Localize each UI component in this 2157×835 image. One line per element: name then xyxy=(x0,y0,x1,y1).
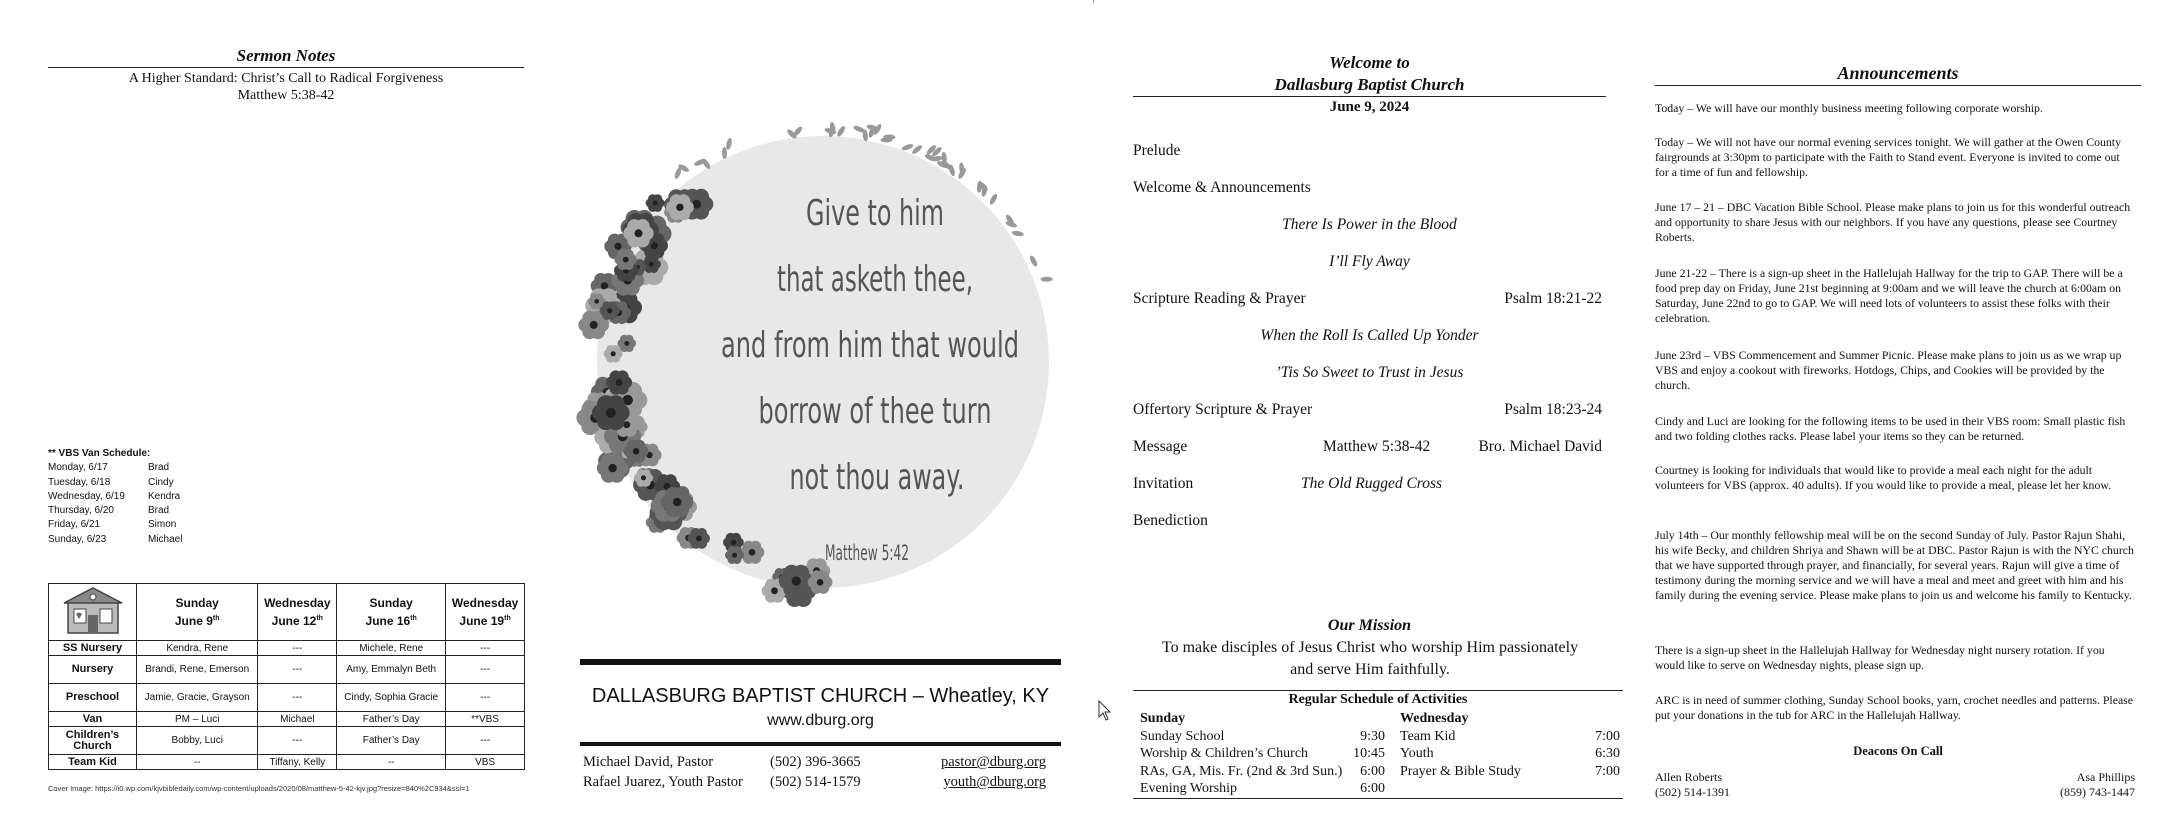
announcement-item: Today – We will have our monthly business meeting following corporate worship. xyxy=(1655,101,2043,115)
row-label: Preschool xyxy=(49,684,137,712)
van-row xyxy=(48,504,182,518)
flower-center xyxy=(641,475,646,480)
flower-center xyxy=(614,243,621,250)
schedule-row: Worship & Children’s Church 10:45 xyxy=(1140,746,1385,761)
flower-center xyxy=(792,577,801,586)
leaf xyxy=(836,125,847,138)
hymn-title: I’ll Fly Away xyxy=(1329,253,1410,270)
van-driver: Michael xyxy=(148,533,183,545)
staff-row xyxy=(583,774,1046,791)
flower-center xyxy=(731,540,736,545)
table-cell: Michael xyxy=(258,712,337,727)
flower-center xyxy=(608,464,616,472)
flower-center xyxy=(635,229,643,237)
speaker: Bro. Michael David xyxy=(1478,438,1602,455)
table-row xyxy=(49,755,525,770)
mission-text: To make disciples of Jesus Christ who worship Him passionately and serve Him faithfully. xyxy=(1161,639,1579,678)
scripture-ref: Psalm 18:21-22 xyxy=(1504,290,1602,307)
table-row xyxy=(49,712,525,727)
order-item: Prelude xyxy=(1133,142,1181,159)
message-passage: Matthew 5:38-42 xyxy=(1323,438,1431,455)
leaf xyxy=(722,147,727,159)
staff-name: Rafael Juarez, Youth Pastor xyxy=(583,774,743,790)
van-schedule-title: ** VBS Van Schedule: xyxy=(48,448,151,459)
announcement-item: June 17 – 21 – DBC Vacation Bible School. Please make plans to join us for this wonderful outreach and opportunity to share Jesus with our neighbors. If you have any questions, please see Courtney Roberts. xyxy=(1655,200,2131,244)
hymn-title: ’Tis So Sweet to Trust in Jesus xyxy=(1275,364,1464,381)
deacon-contact xyxy=(2040,770,2135,800)
schedule-title: Regular Schedule of Activities xyxy=(1288,692,1468,707)
church-website[interactable]: www.dburg.org xyxy=(767,712,874,729)
hymn-title: There Is Power in the Blood xyxy=(1282,216,1457,233)
leaf xyxy=(725,137,733,150)
cover-verse-image xyxy=(565,55,1045,595)
van-driver: Brad xyxy=(148,462,170,474)
church-heading: Dallasburg Baptist Church xyxy=(1133,75,1606,97)
van-schedule xyxy=(48,447,182,547)
table-cell: --- xyxy=(446,684,525,712)
sunday-heading: Sunday xyxy=(1140,711,1186,726)
divider-bar xyxy=(580,659,1061,665)
table-cell: --- xyxy=(258,656,337,684)
van-row xyxy=(48,533,182,547)
deacons-title: Deacons On Call xyxy=(1853,744,1943,758)
hymn-title: The Old Rugged Cross xyxy=(1301,475,1443,492)
van-day: Thursday, 6/20 xyxy=(48,505,114,517)
sermon-topic: A Higher Standard: Christ’s Call to Radical Forgiveness xyxy=(128,71,444,86)
sermon-notes-title: Sermon Notes xyxy=(48,46,524,68)
announcement-item: ARC is in need of summer clothing, Sunday School books, yarn, crochet needles and patterns. Please put your donations in the tub for ARC in the Hallelujah Hallway. xyxy=(1655,693,2134,722)
fold-mark xyxy=(1093,0,1094,3)
nursery-schedule-table xyxy=(48,583,525,770)
flower-center xyxy=(594,299,599,304)
announcement-item: Cindy and Luci are looking for the following items to be used in their VBS room: Small plastic fish and two folding clothes racks. Please label your items so they can be returned. xyxy=(1655,414,2126,443)
leaf xyxy=(792,125,804,137)
deacon-phone: (502) 514-1391 xyxy=(1655,785,1730,799)
staff-email-link[interactable]: pastor@dburg.org xyxy=(940,754,1046,770)
announcement-item: Today – We will not have our normal evening services tonight. We will gather at the Owen County fairgrounds at 3:30pm to participate with the Faith to Stand event. Everyone is invited to come out for a time of fun and fellowship. xyxy=(1655,135,2121,179)
nursery-col-2: Sunday June 16th xyxy=(337,584,446,641)
van-driver: Kendra xyxy=(148,490,181,502)
deacon-name: Asa Phillips xyxy=(2076,770,2135,784)
flower-center xyxy=(623,257,629,263)
table-cell: -- xyxy=(337,755,446,770)
flower-center xyxy=(771,587,778,594)
announcement-item: Courtney is looking for individuals that would like to provide a meal each night for the adult volunteers for VBS (approx. 40 adults). If you would like to provide a meal, please let her know. xyxy=(1655,463,2112,492)
table-row xyxy=(49,727,525,755)
verse-line: that asketh thee, xyxy=(777,259,973,300)
order-item: Offertory Scripture & Prayer Psalm 18:23-24 xyxy=(1133,401,1602,418)
nursery-logo-icon xyxy=(62,585,124,635)
flower-center xyxy=(749,549,756,556)
mouse-cursor-icon xyxy=(1098,700,1112,722)
van-row xyxy=(48,518,182,532)
table-cell: Bobby, Luci xyxy=(137,727,258,755)
verse-line: and from him that would xyxy=(721,325,1019,366)
flower-center xyxy=(607,308,612,313)
table-row xyxy=(49,684,525,712)
table-cell: --- xyxy=(446,641,525,656)
table-cell: Tiffany, Kelly xyxy=(258,755,337,770)
flower-center xyxy=(817,579,824,586)
announcement-item: June 23rd – VBS Commencement and Summer Picnic. Please make plans to join us as we wrap up VBS and enjoy a cookout with fireworks. Hotdogs, Chips, and Cookies will be provided by the church. xyxy=(1655,348,2122,392)
order-item: Welcome & Announcements xyxy=(1133,179,1311,196)
table-cell: Father’s Day xyxy=(337,712,446,727)
schedule-row: Sunday School 9:30 xyxy=(1140,728,1385,744)
leaf xyxy=(901,143,914,152)
divider xyxy=(1133,690,1623,691)
divider-bar xyxy=(580,742,1061,746)
announcement-item: July 14th – Our monthly fellowship meal will be on the second Sunday of July. Pastor Rajun Shahi, his wife Becky, and children Shriya and Shawn will be at DBC. Pastor Rajun is with the NYC church that we have supported through prayer, and financially, for several years. Rajun will give a time of testimony during the morning service and we will have a meal and meet and greet with him and his family during the evening service. Please make plans to join us and welcome his family to Kentucky. xyxy=(1655,528,2134,602)
table-cell: --- xyxy=(258,684,337,712)
table-cell: PM – Luci xyxy=(137,712,258,727)
verse-line: borrow of thee turn xyxy=(758,391,992,432)
verse-line: Give to him xyxy=(806,193,944,234)
deacon-phone: (859) 743-1447 xyxy=(2060,785,2135,799)
divider xyxy=(1133,798,1623,799)
table-cell: --- xyxy=(446,656,525,684)
sunday-schedule xyxy=(1140,710,1385,798)
table-cell: Father’s Day xyxy=(337,727,446,755)
table-cell: --- xyxy=(258,727,337,755)
announcement-item: June 21-22 – There is a sign-up sheet in the Hallelujah Hallway for the trip to GAP. There will be a food prep day on Friday, June 21st beginning at 9:00am and we will leave the church at 6:00am on Saturday, June 22nd to go to GAP. We will need lots of volunteers to assist these folks with their celebration. xyxy=(1655,266,2123,325)
flower-center xyxy=(673,498,682,507)
table-header-row xyxy=(49,584,525,641)
nursery-col-0: Sunday June 9th xyxy=(137,584,258,641)
wednesday-schedule xyxy=(1400,710,1620,780)
welcome-heading: Welcome to xyxy=(1329,53,1410,72)
table-row xyxy=(49,656,525,684)
row-label: Van xyxy=(49,712,137,727)
flower-center xyxy=(732,553,737,558)
scripture-ref: Psalm 18:23-24 xyxy=(1504,401,1602,418)
table-cell: Cindy, Sophia Gracie xyxy=(337,684,446,712)
staff-phone: (502) 396-3665 xyxy=(770,754,861,770)
hymn-title: When the Roll Is Called Up Yonder xyxy=(1260,327,1479,344)
deacon-contact xyxy=(1655,770,1730,800)
nursery-logo-cell xyxy=(49,584,137,641)
order-item: Invitation The Old Rugged Cross xyxy=(1133,475,1443,492)
table-cell: Amy, Emmalyn Beth xyxy=(337,656,446,684)
flower-center xyxy=(616,379,623,386)
staff-phone: (502) 514-1579 xyxy=(770,774,861,790)
van-driver: Simon xyxy=(148,519,177,531)
sermon-subtitle xyxy=(48,70,524,104)
verse-line: not thou away. xyxy=(789,457,965,498)
van-day: Monday, 6/17 xyxy=(48,462,108,474)
van-driver: Cindy xyxy=(148,476,174,488)
van-day: Sunday, 6/23 xyxy=(48,533,107,545)
schedule-row: Youth 6:30 xyxy=(1400,746,1620,761)
van-row xyxy=(48,461,182,475)
table-cell: Michele, Rene xyxy=(337,641,446,656)
van-day: Tuesday, 6/18 xyxy=(48,476,111,488)
flower-center xyxy=(649,262,654,267)
van-day: Wednesday, 6/19 xyxy=(48,490,125,502)
row-label: Team Kid xyxy=(49,755,137,770)
order-item: Scripture Reading & Prayer Psalm 18:21-22 xyxy=(1133,290,1602,307)
wednesday-heading: Wednesday xyxy=(1400,711,1469,726)
flower-center xyxy=(696,536,702,542)
flower-center xyxy=(676,204,683,211)
order-item: Benediction xyxy=(1133,512,1208,529)
announcement-item: There is a sign-up sheet in the Hallelujah Hallway for Wednesday night nursery rotation. If you would like to serve on Wednesday nights, please sign up. xyxy=(1655,643,2105,672)
table-cell: **VBS xyxy=(446,712,525,727)
table-cell: Jamie, Gracie, Grayson xyxy=(137,684,258,712)
deacon-name: Allen Roberts xyxy=(1655,770,1722,784)
leaf xyxy=(1029,255,1039,268)
row-label: Children’s Church xyxy=(49,727,137,755)
leaf xyxy=(1041,277,1053,282)
schedule-row: RAs, GA, Mis. Fr. (2nd & 3rd Sun.) 6:00 xyxy=(1140,763,1385,779)
table-cell: --- xyxy=(446,727,525,755)
flower-center xyxy=(590,321,598,329)
order-item: Message Matthew 5:38-42 Bro. Michael David xyxy=(1133,438,1602,455)
van-day: Friday, 6/21 xyxy=(48,519,101,531)
flower-center xyxy=(633,448,640,455)
staff-name: Michael David, Pastor xyxy=(583,754,714,770)
staff-row xyxy=(583,754,1046,771)
row-label: Nursery xyxy=(49,656,137,684)
cover-image-credit: Cover Image: https://i0.wp.com/kjvbibledaily.com/wp-content/uploads/2020/08/matthew-5-42-kjv.jpg?resize=840%2C934&ssl=1 xyxy=(48,784,470,793)
van-row xyxy=(48,490,182,504)
announcements-title: Announcements xyxy=(1655,63,2141,86)
flower-center xyxy=(611,351,616,356)
nursery-col-1: Wednesday June 12th xyxy=(258,584,337,641)
flower-center xyxy=(653,201,658,206)
table-cell: Kendra, Rene xyxy=(137,641,258,656)
church-name: DALLASBURG BAPTIST CHURCH – Wheatley, KY xyxy=(591,685,1050,707)
sermon-passage: Matthew 5:38-42 xyxy=(237,88,335,103)
table-cell: Brandi, Rene, Emerson xyxy=(137,656,258,684)
nursery-col-3: Wednesday June 19th xyxy=(446,584,525,641)
schedule-row: Evening Worship 6:00 xyxy=(1140,781,1385,796)
table-cell: VBS xyxy=(446,755,525,770)
row-label: SS Nursery xyxy=(49,641,137,656)
leaf xyxy=(988,193,998,206)
van-row xyxy=(48,476,182,490)
leaf xyxy=(1011,230,1024,237)
verse-reference: Matthew 5:42 xyxy=(825,541,909,565)
table-cell: --- xyxy=(258,641,337,656)
flower-center xyxy=(606,408,616,418)
schedule-row: Team Kid 7:00 xyxy=(1400,728,1620,744)
van-driver: Brad xyxy=(148,505,170,517)
flower-center xyxy=(624,341,629,346)
staff-email-link[interactable]: youth@dburg.org xyxy=(943,774,1046,790)
mission-title: Our Mission xyxy=(1327,617,1412,634)
schedule-row: Prayer & Bible Study 7:00 xyxy=(1400,763,1620,779)
table-row xyxy=(49,641,525,656)
table-cell: -- xyxy=(137,755,258,770)
service-date: June 9, 2024 xyxy=(1329,99,1410,115)
